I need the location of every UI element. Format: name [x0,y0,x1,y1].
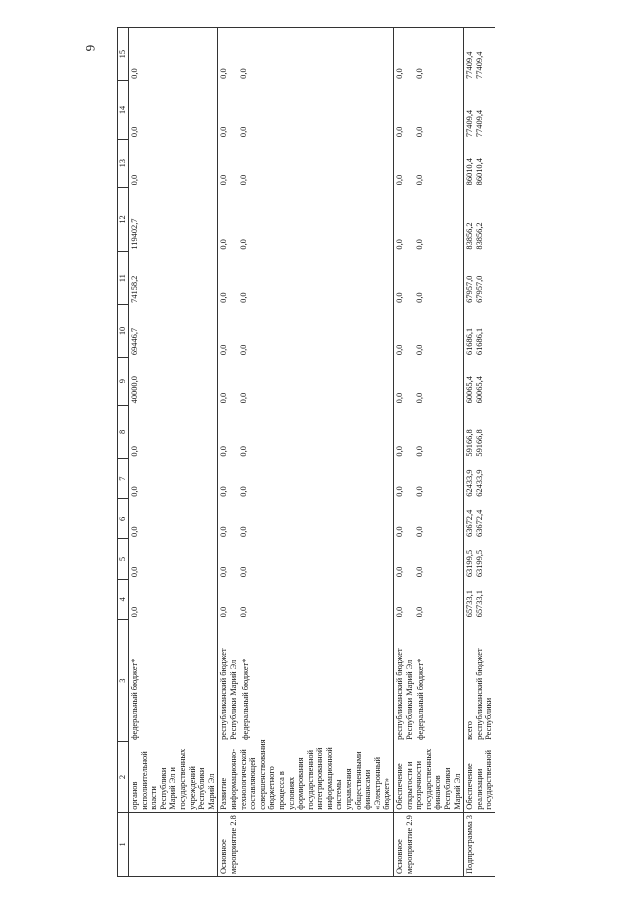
value: 63199,5 [465,549,475,578]
value-cell-col-13 [464,139,495,187]
value: 0,0 [219,344,229,356]
value: 86010,4 [465,158,475,186]
value: 0,0 [219,486,229,497]
value: 0,0 [414,239,424,250]
value: 0,0 [395,566,405,578]
funding-source-cell [464,619,495,742]
value: 0,0 [130,526,139,537]
value: 67957,0 [465,275,475,303]
value-cell-col-8 [129,405,218,458]
value: 69446,7 [130,327,139,356]
value: 0,0 [395,292,405,303]
value: 0,0 [238,486,248,497]
value: 0,0 [130,446,139,457]
value: 0,0 [395,606,405,618]
item-title-cell: Обеспечение реализации государственной [464,742,495,812]
value: 77409,4 [474,51,484,79]
value-cell-col-14 [464,81,495,139]
value-cell-col-15 [394,28,464,81]
value-cell-col-12 [394,187,464,251]
value: 0,0 [219,566,229,578]
funding-source: республиканский бюджет Республики Марий Эл [219,648,238,740]
value: 0,0 [395,344,405,356]
program-item-cell: Подпрограмма 3 [464,812,495,876]
value: 61686,1 [465,327,475,356]
funding-source-cell [394,619,464,742]
value: 0,0 [130,174,139,186]
table-row [394,28,464,877]
header-row [118,28,129,877]
value: 0,0 [395,526,405,537]
value: 61686,1 [474,327,484,356]
value: 74158,2 [130,275,139,303]
value-cell-col-5 [218,539,394,579]
table-row [464,28,495,877]
value-cell-col-9 [218,357,394,405]
value: 0,0 [238,174,248,186]
funding-source: федеральный бюджет* [240,658,250,740]
value-cell-col-13 [129,139,218,187]
funding-source: всего [465,721,475,740]
value-cell-col-6 [218,499,394,539]
page-number: 6 [83,44,98,52]
value: 0,0 [219,174,229,186]
value: 0,0 [414,344,424,356]
value: 0,0 [219,126,229,138]
value: 62433,9 [474,469,484,497]
value: 0,0 [238,446,248,457]
value: 0,0 [130,486,139,497]
table-row [218,28,394,877]
item-title-cell: Развитие информационно-технологической составляющей совершенствования бюджетного процесса в условиях формирования государственной интегрированной информационной системы управления общественными финансами «Электронный бюджет» [218,742,394,812]
value: 0,0 [414,174,424,186]
header-col-14: 14 [118,81,129,139]
value-cell-col-7 [464,459,495,499]
value: 59166,8 [474,429,484,457]
value: 0,0 [395,68,405,79]
value-cell-col-8 [464,405,495,458]
value: 65733,1 [474,590,484,618]
value-cell-col-12 [218,187,394,251]
value-cell-col-13 [394,139,464,187]
value: 0,0 [219,68,229,79]
header-col-12: 12 [118,187,129,251]
value: 0,0 [414,486,424,497]
value: 62433,9 [465,469,475,497]
header-col-13: 13 [118,139,129,187]
value: 119402,7 [130,218,139,250]
item-title-cell: органов исполнительной власти Республики Марий Эл и государственных учреждений Республики Марий Эл [129,742,218,812]
value: 0,0 [395,392,405,404]
value: 0,0 [395,239,405,250]
table-row [129,28,218,877]
value: 0,0 [238,68,248,79]
value: 0,0 [130,566,139,578]
value-cell-col-7 [218,459,394,499]
value-cell-col-9 [129,357,218,405]
value-cell-col-12 [129,187,218,251]
value: 0,0 [238,126,248,138]
value-cell-col-11 [394,252,464,305]
item-title-cell: Обеспечение открытости и прозрачности государственных финансов Республики Марий Эл [394,742,464,812]
funding-source-cell [129,619,218,742]
funding-source: федеральный бюджет* [416,658,426,740]
header-col-4: 4 [118,579,129,619]
value: 0,0 [219,526,229,537]
value: 63672,4 [474,509,484,537]
value-cell-col-4 [218,579,394,619]
value: 40000,0 [130,376,139,404]
value: 0,0 [238,526,248,537]
header-col-8: 8 [118,405,129,458]
value-cell-col-11 [464,252,495,305]
value-cell-col-14 [129,81,218,139]
funding-source: федеральный бюджет* [130,658,139,740]
value: 83856,2 [474,222,484,250]
header-col-11: 11 [118,252,129,305]
value: 63199,5 [474,549,484,578]
value-cell-col-15 [464,28,495,81]
value: 60065,4 [474,376,484,404]
value: 0,0 [130,126,139,138]
value-cell-col-8 [218,405,394,458]
value: 0,0 [219,239,229,250]
value-cell-col-10 [129,305,218,357]
value: 59166,8 [465,429,475,457]
value: 0,0 [219,392,229,404]
value: 0,0 [414,292,424,303]
value-cell-col-6 [464,499,495,539]
value: 0,0 [414,392,424,404]
program-item-cell [129,812,218,876]
header-col-15: 15 [118,28,129,81]
value: 83856,2 [465,222,475,250]
header-col-1: 1 [118,812,129,876]
value-cell-col-15 [218,28,394,81]
funding-source-cell [218,619,394,742]
value: 0,0 [238,344,248,356]
header-col-2: 2 [118,742,129,812]
value: 0,0 [130,68,139,79]
value: 86010,4 [474,158,484,186]
value-cell-col-4 [129,579,218,619]
value: 0,0 [238,292,248,303]
value-cell-col-4 [394,579,464,619]
value: 0,0 [238,606,248,618]
value-cell-col-10 [218,305,394,357]
header-col-6: 6 [118,499,129,539]
value: 77409,4 [465,51,475,79]
value-cell-col-11 [218,252,394,305]
value: 0,0 [238,392,248,404]
funding-source: республиканский бюджет Республики [474,648,494,740]
value: 0,0 [219,292,229,303]
value: 0,0 [219,606,229,618]
header-col-7: 7 [118,459,129,499]
value-cell-col-6 [394,499,464,539]
value: 77409,4 [474,109,484,138]
budget-table [117,27,495,877]
header-col-3: 3 [118,619,129,742]
value-cell-col-6 [129,499,218,539]
value-cell-col-11 [129,252,218,305]
value: 60065,4 [465,376,475,404]
value: 0,0 [395,126,405,138]
program-item-cell: Основное мероприятие 2.9 [394,812,464,876]
value: 0,0 [238,566,248,578]
value: 0,0 [414,566,424,578]
value: 0,0 [414,68,424,79]
header-col-5: 5 [118,539,129,579]
value: 63672,4 [465,509,475,537]
value: 0,0 [219,446,229,457]
value: 0,0 [414,446,424,457]
header-col-9: 9 [118,357,129,405]
value: 0,0 [130,606,139,618]
value-cell-col-13 [218,139,394,187]
value-cell-col-5 [394,539,464,579]
value-cell-col-14 [218,81,394,139]
value-cell-col-9 [394,357,464,405]
value-cell-col-7 [394,459,464,499]
value-cell-col-12 [464,187,495,251]
value: 0,0 [395,486,405,497]
value-cell-col-7 [129,459,218,499]
value-cell-col-5 [464,539,495,579]
value-cell-col-4 [464,579,495,619]
value: 0,0 [395,446,405,457]
value: 77409,4 [465,109,475,138]
program-item-cell: Основное мероприятие 2.8 [218,812,394,876]
value: 65733,1 [465,590,475,618]
value: 67957,0 [474,275,484,303]
value-cell-col-15 [129,28,218,81]
value: 0,0 [414,606,424,618]
value-cell-col-9 [464,357,495,405]
header-col-10: 10 [118,305,129,357]
value: 0,0 [414,526,424,537]
value-cell-col-8 [394,405,464,458]
value: 0,0 [414,126,424,138]
value: 0,0 [395,174,405,186]
value-cell-col-14 [394,81,464,139]
funding-source: республиканский бюджет Республики Марий Эл [395,648,414,740]
value-cell-col-5 [129,539,218,579]
value-cell-col-10 [464,305,495,357]
value-cell-col-10 [394,305,464,357]
value: 0,0 [238,239,248,250]
